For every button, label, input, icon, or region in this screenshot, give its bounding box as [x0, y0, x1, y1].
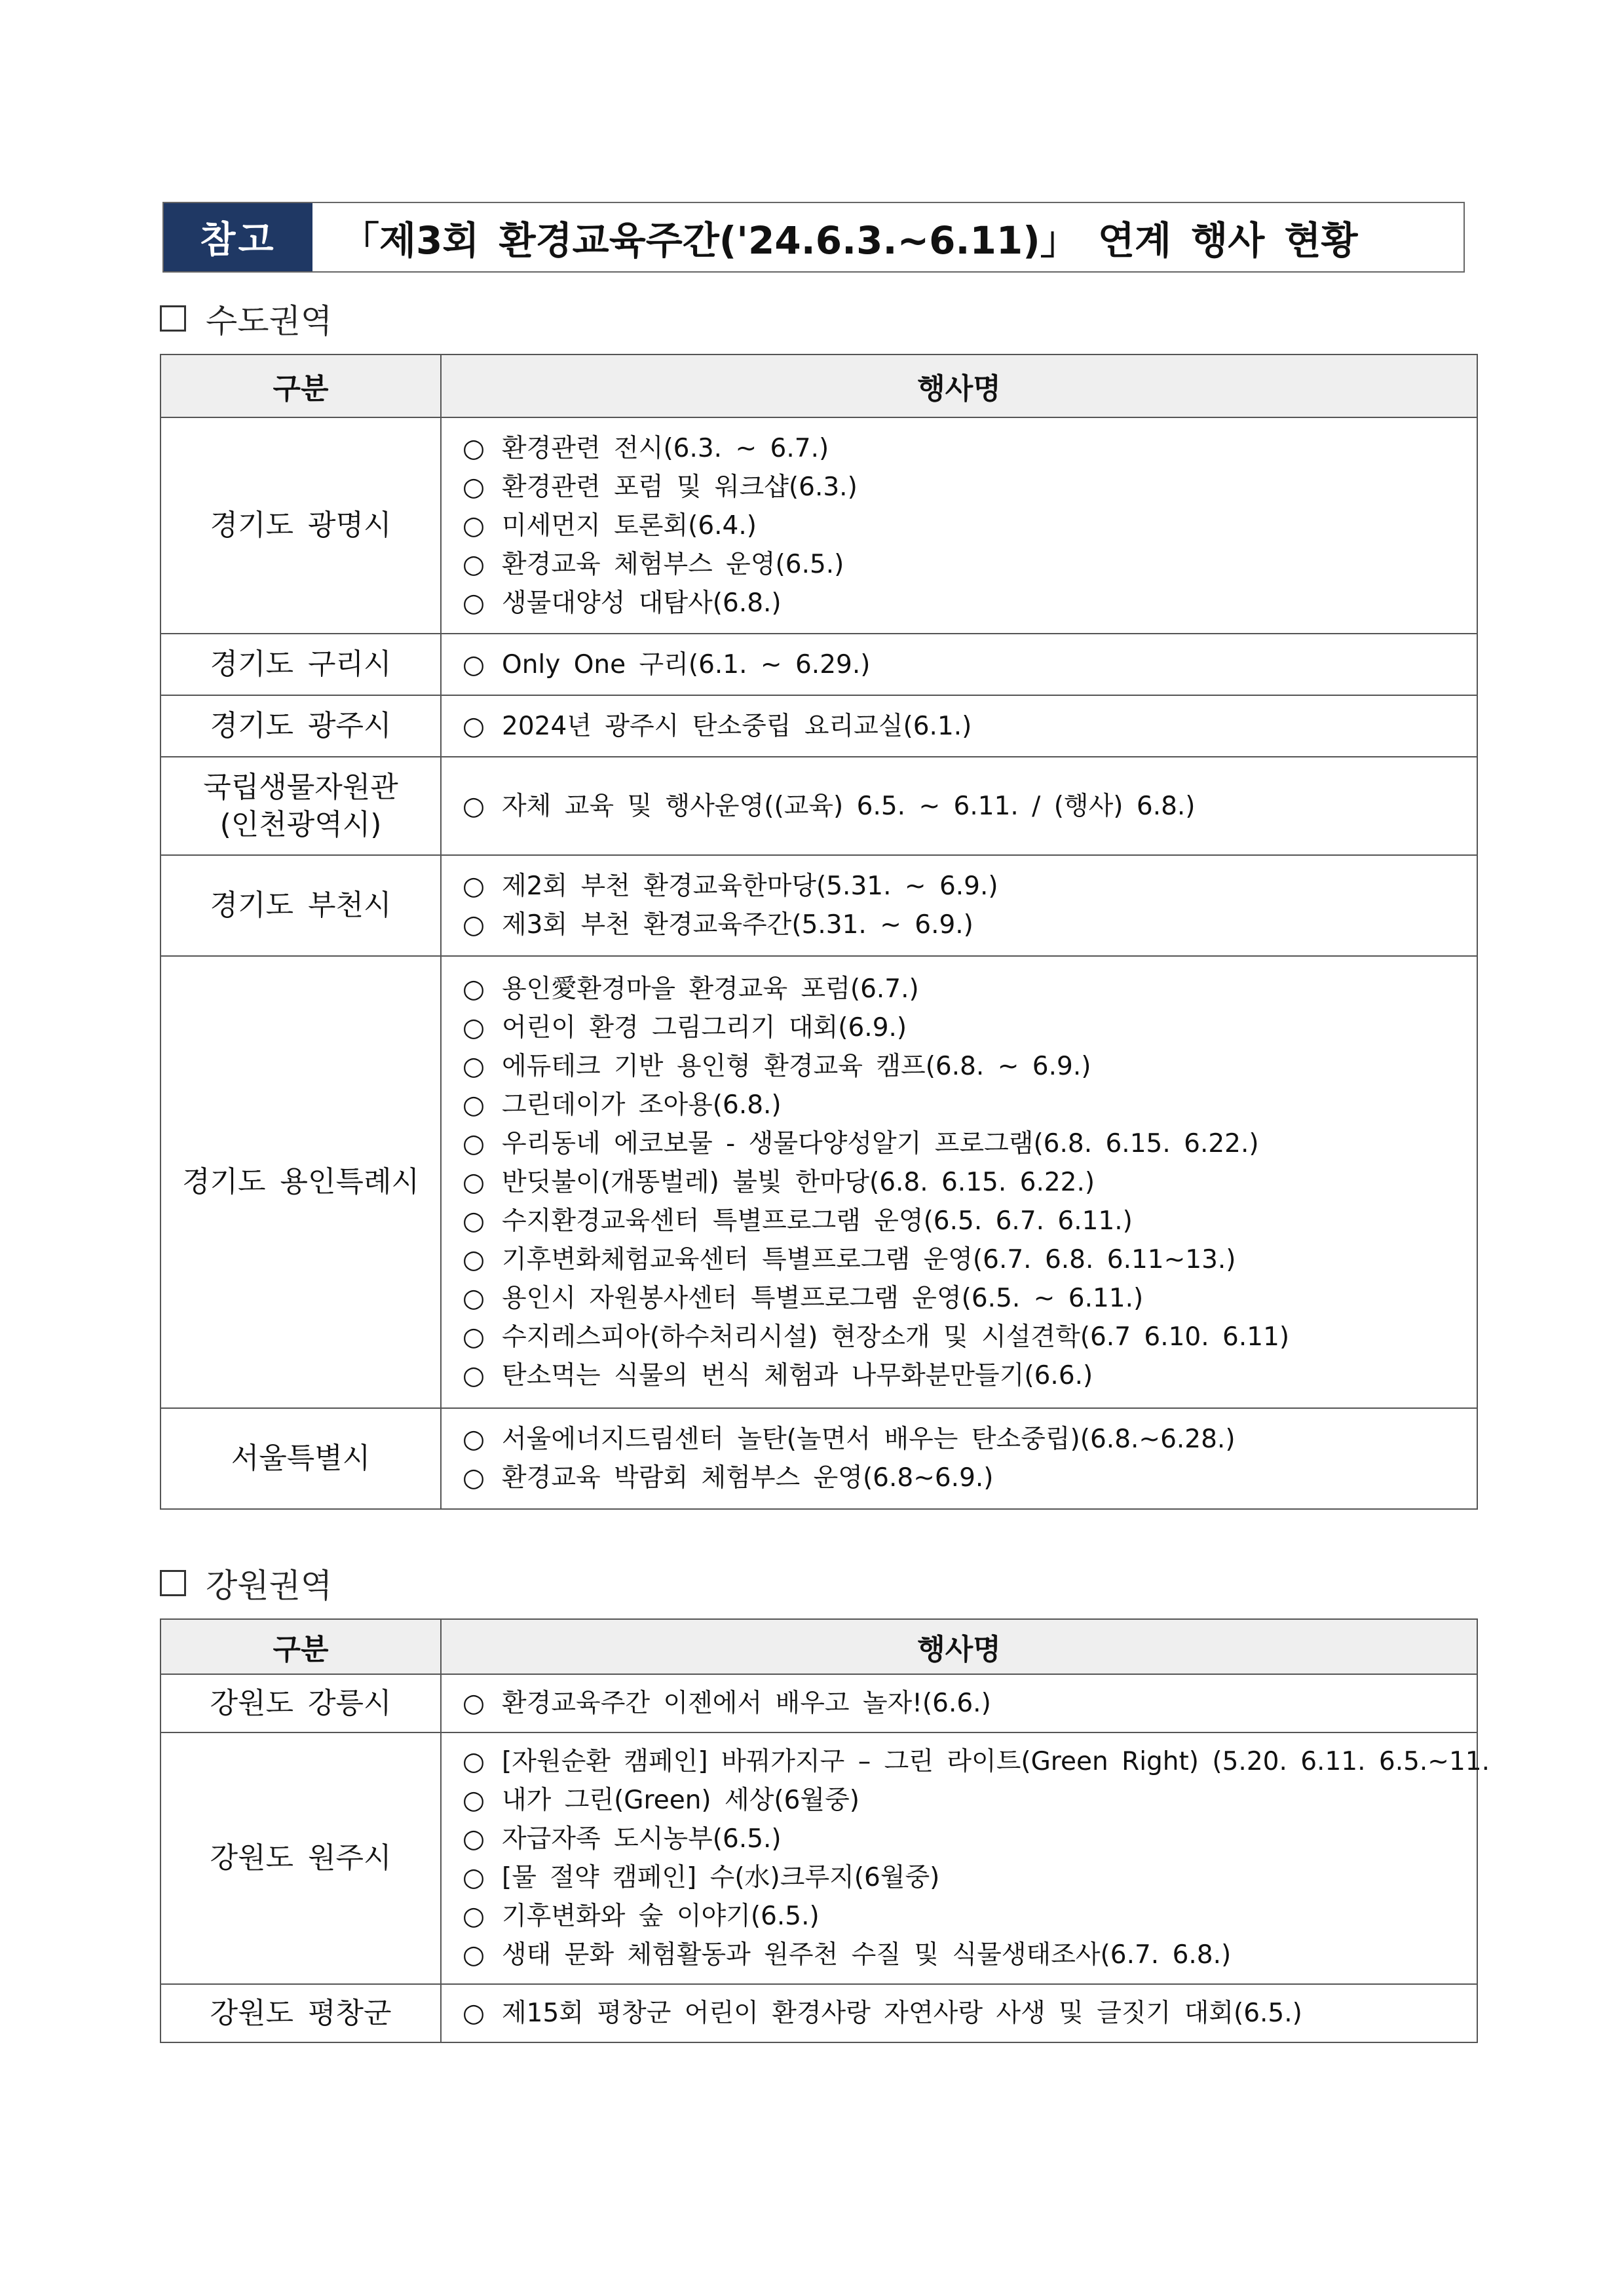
event-list	[463, 970, 1477, 1395]
event-name: 반딧불이(개똥벌레) 불빛 한마당(6.8. 6.15. 6.22.)	[502, 1167, 1095, 1197]
region-cell	[161, 634, 441, 695]
event-name: [자원순환 캠페인] 바꿔가지구 – 그린 라이트(Green Right) (5.20. 6.11. 6.5.~11.	[502, 1747, 1490, 1776]
event-name: 용인愛환경마을 환경교육 포럼(6.7.)	[502, 974, 919, 1004]
circle-bullet-icon: ○	[463, 1940, 485, 1970]
event-name: 환경관련 전시(6.3. ~ 6.7.)	[502, 433, 829, 463]
circle-bullet-icon: ○	[463, 549, 485, 579]
section-heading-label: 수도권역	[206, 302, 333, 340]
circle-bullet-icon: ○	[463, 1051, 485, 1081]
circle-bullet-icon: ○	[463, 1902, 485, 1931]
checkbox-icon	[160, 1570, 186, 1596]
section-heading-label: 강원권역	[206, 1567, 333, 1605]
page-title: 「제3회 환경교육주간('24.6.3.~6.11)」 연계 행사 현황	[341, 218, 1358, 263]
event-item	[463, 707, 1477, 746]
event-name: 수지레스피아(하수처리시설) 현장소개 및 시설견학(6.7 6.10. 6.11)	[502, 1322, 1290, 1352]
events-cell	[441, 956, 1477, 1408]
event-name: Only One 구리(6.1. ~ 6.29.)	[502, 649, 871, 679]
circle-bullet-icon: ○	[463, 1322, 485, 1352]
region-label: 경기도 광명시	[210, 508, 392, 543]
event-item	[463, 1420, 1477, 1459]
section-heading-gangwon	[160, 1559, 332, 1607]
circle-bullet-icon: ○	[463, 1747, 485, 1776]
table-header-row	[161, 354, 1477, 417]
events-cell	[441, 634, 1477, 695]
event-name: 자급자족 도시농부(6.5.)	[502, 1824, 782, 1854]
event-item	[463, 1279, 1477, 1318]
event-list	[463, 645, 1477, 684]
events-cell	[441, 1732, 1490, 1984]
table-row	[161, 695, 1477, 757]
circle-bullet-icon: ○	[463, 1244, 485, 1274]
event-name: 기후변화체험교육센터 특별프로그램 운영(6.7. 6.8. 6.11~13.)	[502, 1244, 1236, 1274]
event-name: 생태 문화 체험활동과 원주천 수질 및 식물생태조사(6.7. 6.8.)	[502, 1940, 1232, 1970]
header-region: 구분	[161, 354, 441, 417]
region-cell	[161, 1674, 441, 1732]
reference-badge: 참고	[164, 203, 312, 271]
circle-bullet-icon: ○	[463, 1786, 485, 1815]
event-item	[463, 787, 1477, 826]
circle-bullet-icon: ○	[463, 433, 485, 463]
circle-bullet-icon: ○	[463, 1863, 485, 1892]
event-list	[463, 867, 1477, 944]
events-cell	[441, 417, 1477, 634]
event-name: 생물대양성 대탐사(6.8.)	[502, 588, 782, 618]
table-row	[161, 1408, 1477, 1509]
table-row	[161, 417, 1477, 634]
table-header-row	[161, 1619, 1477, 1674]
event-name: 수지환경교육센터 특별프로그램 운영(6.5. 6.7. 6.11.)	[502, 1206, 1133, 1236]
event-name: [물 절약 캠페인] 수(水)크루지(6월중)	[502, 1863, 940, 1892]
circle-bullet-icon: ○	[463, 1425, 485, 1454]
circle-bullet-icon: ○	[463, 1824, 485, 1854]
event-name: 제2회 부천 환경교육한마당(5.31. ~ 6.9.)	[502, 871, 998, 901]
table-row	[161, 634, 1477, 695]
event-item	[463, 507, 1477, 545]
region-cell	[161, 1984, 441, 2042]
event-name: 내가 그린(Green) 세상(6월중)	[502, 1786, 859, 1815]
circle-bullet-icon: ○	[463, 649, 485, 679]
event-name: 그린데이가 조아용(6.8.)	[502, 1090, 782, 1120]
circle-bullet-icon: ○	[463, 871, 485, 901]
event-item	[463, 970, 1477, 1008]
event-item	[463, 1781, 1477, 1820]
event-item	[463, 1008, 1477, 1047]
event-name: 용인시 자원봉사센터 특별프로그램 운영(6.5. ~ 6.11.)	[502, 1283, 1144, 1313]
table-row	[161, 1732, 1477, 1984]
event-item	[463, 1318, 1477, 1356]
event-name: 환경교육 체험부스 운영(6.5.)	[502, 549, 844, 579]
event-name: 탄소먹는 식물의 번식 체험과 나무화분만들기(6.6.)	[502, 1360, 1093, 1390]
region-label: (인천광역시)	[219, 808, 382, 841]
circle-bullet-icon: ○	[463, 791, 485, 821]
events-cell	[441, 695, 1477, 757]
event-item	[463, 1858, 1477, 1897]
table-row	[161, 1984, 1477, 2042]
region-label: 경기도 부천시	[210, 889, 392, 923]
checkbox-icon	[160, 305, 186, 332]
event-item	[463, 1936, 1477, 1974]
events-cell	[441, 757, 1477, 855]
event-list	[463, 1420, 1477, 1497]
event-item	[463, 1047, 1477, 1086]
event-name: 환경교육주간 이젠에서 배우고 놀자!(6.6.)	[502, 1689, 991, 1718]
table-row	[161, 757, 1477, 855]
circle-bullet-icon: ○	[463, 1128, 485, 1158]
events-cell	[441, 1984, 1477, 2042]
event-item	[463, 1897, 1477, 1936]
event-item	[463, 429, 1477, 468]
region-label: 경기도 광주시	[210, 709, 392, 743]
circle-bullet-icon: ○	[463, 1360, 485, 1390]
region-label: 서울특별시	[231, 1442, 371, 1476]
event-item	[463, 1684, 1477, 1723]
region-label: 강원도 강릉시	[210, 1686, 392, 1720]
circle-bullet-icon: ○	[463, 1012, 485, 1043]
circle-bullet-icon: ○	[463, 588, 485, 618]
circle-bullet-icon: ○	[463, 510, 485, 541]
circle-bullet-icon: ○	[463, 910, 485, 940]
table-row	[161, 956, 1477, 1408]
event-item	[463, 1742, 1490, 1781]
event-item	[463, 1124, 1477, 1163]
event-list	[463, 707, 1477, 746]
region-cell	[161, 855, 441, 956]
events-cell	[441, 1674, 1477, 1732]
event-item	[463, 1820, 1477, 1858]
event-list	[463, 1994, 1477, 2033]
region-label: 경기도 구리시	[210, 647, 392, 681]
event-list	[463, 1684, 1477, 1723]
circle-bullet-icon: ○	[463, 1999, 485, 2028]
region-label: 국립생물자원관	[203, 770, 398, 804]
table-row	[161, 855, 1477, 956]
event-name: 어린이 환경 그림그리기 대회(6.9.)	[502, 1012, 907, 1043]
region-cell	[161, 695, 441, 757]
region-label: 강원도 평창군	[210, 1996, 392, 2030]
region-cell	[161, 1732, 441, 1984]
event-list	[463, 787, 1477, 826]
circle-bullet-icon: ○	[463, 1206, 485, 1236]
event-name: 2024년 광주시 탄소중립 요리교실(6.1.)	[502, 711, 972, 741]
header-event: 행사명	[441, 354, 1477, 417]
event-name: 미세먼지 토론회(6.4.)	[502, 510, 757, 541]
region-cell	[161, 417, 441, 634]
event-item	[463, 1202, 1477, 1240]
circle-bullet-icon: ○	[463, 1689, 485, 1718]
event-item	[463, 645, 1477, 684]
circle-bullet-icon: ○	[463, 1463, 485, 1493]
circle-bullet-icon: ○	[463, 472, 485, 502]
table-row	[161, 1674, 1477, 1732]
event-item	[463, 1086, 1477, 1124]
event-name: 서울에너지드림센터 놀탄(놀면서 배우는 탄소중립)(6.8.~6.28.)	[502, 1425, 1236, 1454]
event-item	[463, 1356, 1477, 1395]
circle-bullet-icon: ○	[463, 974, 485, 1004]
event-name: 자체 교육 및 행사운영((교육) 6.5. ~ 6.11. / (행사) 6.8.)	[502, 791, 1196, 821]
region-cell	[161, 956, 441, 1408]
section-heading-capital	[160, 295, 332, 342]
event-name: 우리동네 에코보물 - 생물다양성알기 프로그램(6.8. 6.15. 6.22.)	[502, 1128, 1259, 1158]
event-name: 제3회 부천 환경교육주간(5.31. ~ 6.9.)	[502, 910, 973, 940]
event-item	[463, 584, 1477, 622]
event-name: 제15회 평창군 어린이 환경사랑 자연사랑 사생 및 글짓기 대회(6.5.)	[502, 1999, 1302, 2028]
circle-bullet-icon: ○	[463, 1167, 485, 1197]
region-cell	[161, 1408, 441, 1509]
event-item	[463, 1994, 1477, 2033]
event-item	[463, 867, 1477, 906]
events-table-capital	[160, 354, 1478, 1510]
event-list	[463, 1742, 1490, 1974]
circle-bullet-icon: ○	[463, 1090, 485, 1120]
title-box	[162, 202, 1465, 273]
event-name: 기후변화와 숲 이야기(6.5.)	[502, 1902, 820, 1931]
event-name: 환경관련 포럼 및 워크샵(6.3.)	[502, 472, 858, 502]
region-cell	[161, 757, 441, 855]
event-item	[463, 468, 1477, 507]
header-region: 구분	[161, 1619, 441, 1674]
event-item	[463, 906, 1477, 944]
event-item	[463, 1240, 1477, 1279]
region-label: 강원도 원주시	[210, 1841, 392, 1875]
circle-bullet-icon: ○	[463, 711, 485, 741]
circle-bullet-icon: ○	[463, 1283, 485, 1313]
events-cell	[441, 855, 1477, 956]
header-event: 행사명	[441, 1619, 1477, 1674]
event-item	[463, 1163, 1477, 1202]
event-item	[463, 545, 1477, 584]
event-item	[463, 1459, 1477, 1497]
events-cell	[441, 1408, 1477, 1509]
region-label: 경기도 용인특례시	[181, 1165, 420, 1199]
events-table-gangwon	[160, 1618, 1490, 2043]
event-name: 환경교육 박람회 체험부스 운영(6.8~6.9.)	[502, 1463, 994, 1493]
event-name: 에듀테크 기반 용인형 환경교육 캠프(6.8. ~ 6.9.)	[502, 1051, 1091, 1081]
event-list	[463, 429, 1477, 622]
